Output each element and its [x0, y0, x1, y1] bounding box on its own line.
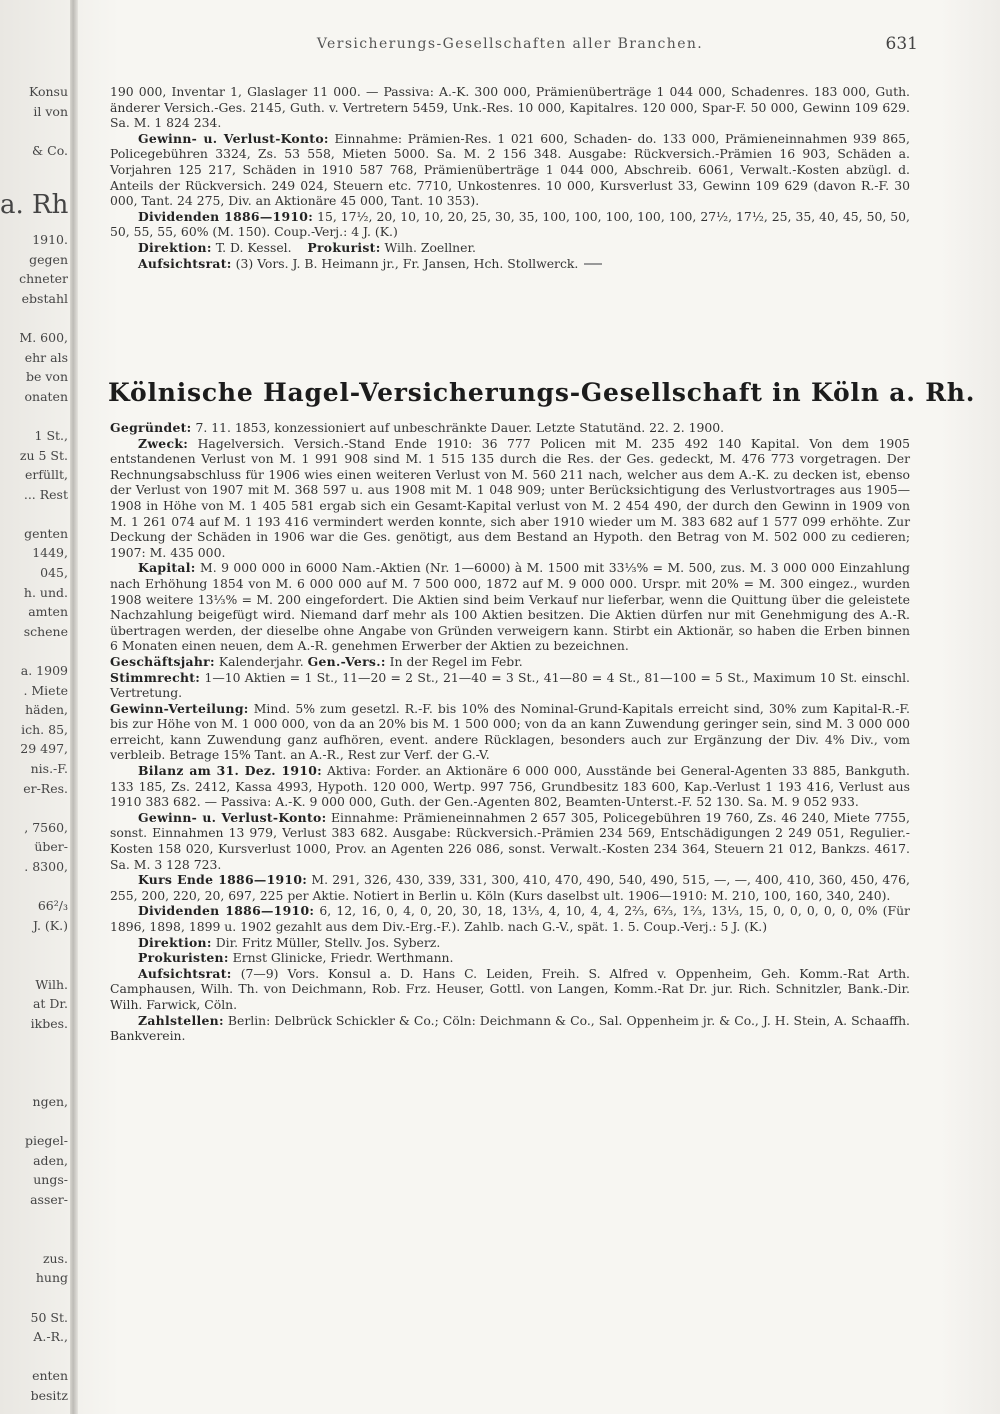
supervisory-text: (7—9) Vors. Konsul a. D. Hans C. Leiden, Freih. S. Alfred v. Oppenheim, Geh. Komm.-Rat Arth. Camphausen, Wilh. Th. von Deichmann, Rob. Frz. Heuser, Gottl. von Langen, Komm.-Rat Dr. jur. Rich. Schnitzler, Bank.-Dir. Wilh. Farwick, Cöln. — [110, 965, 910, 1012]
margin-fragment — [0, 1053, 68, 1073]
share-price-label: Kurs Ende 1886—1910: — [138, 872, 308, 888]
profit-loss-label: Gewinn- u. Verlust-Konto: — [138, 809, 327, 825]
margin-fragment: chneter — [19, 271, 68, 287]
dividends-paragraph — [110, 209, 910, 240]
margin-fragment: ich. 85, — [21, 721, 68, 737]
capital-paragraph — [110, 560, 910, 654]
book-gutter — [70, 0, 78, 1414]
margin-fragment: a. Rh — [0, 189, 68, 220]
dividends-label: Dividenden 1886—1910: — [138, 903, 315, 919]
share-price-text: M. 291, 326, 430, 339, 331, 300, 410, 470, 490, 540, 490, 515, —, —, 400, 410, 360, 450, 476, 255, 200, 220, 20, 697, 225 per Aktie. Notiert in Berlin u. Köln (Kurs daselbst ult. 1906—1910: M. 210, 100, 160, 340, 240). — [110, 872, 910, 903]
margin-fragment — [0, 1229, 68, 1249]
direction-paragraph — [110, 935, 910, 951]
margin-fragment: , 7560, — [24, 819, 68, 835]
margin-fragment: . 8300, — [24, 858, 68, 874]
profit-distribution-text: Mind. 5% zum gesetzl. R.-F. bis 10% des Nominal-Grund-Kapitals erreicht sind, 30% zum Kapital-R.-F. bis zur Höhe von M. 1 000 000, von da an 20% bis M. 1 500 000; von da an kann Zuwendung geringer sein, sind M. 3 000 000 erreicht, kann Zuwendung ganz aufhören, event. andere Rücklagen, besonders auch zur Ergänzung der Div. 4% Div., vom verbleib. Betrage 15% Tant. an A.-R., Rest zur Verf. der G.-V. — [110, 700, 910, 763]
margin-fragment: schene — [23, 623, 68, 639]
profit-loss-paragraph — [110, 810, 910, 872]
paying-agents-paragraph — [110, 1013, 910, 1044]
margin-fragment — [0, 308, 68, 328]
margin-fragment — [0, 1073, 68, 1093]
margin-fragment: A.-R., — [33, 1329, 68, 1345]
purpose-text: Hagelversich. Versich.-Stand Ende 1910: 36 777 Policen mit M. 235 492 140 Kapital. Von dem 1905 entstandenen Verlust von M. 1 991 908 sind M. 1 515 135 durch die Res. der Ges. gedeckt, M. 476 773 vorgetragen. Der Rechnungsabschluss für 1906 wies einen weiteren Verlust von M. 560 211 nach, welcher aus dem A.-K. zu decken ist, ebenso der Verlust von 1907 mit M. 368 597 u. aus 1908 mit M. 1 048 909; unter Berücksichtigung des Verlustvortrages aus 1905—1908 in Höhe von M. 1 405 581 ergab sich ein Gesamt-Kapital verlust von M. 2 454 490, der durch den Gewinn in 1909 von M. 1 261 074 auf M. 1 193 416 vermindert werden konnte, sich aber 1910 wieder um M. 383 682 auf 1 577 099 erhöhte. Zur Deckung der Schäden in 1906 war die Ges. genötigt, aus dem Bestand an Hypoth. den Betrag von M. 502 000 zu cedieren; 1907: M. 435 000. — [110, 435, 910, 560]
profit-loss-label: Gewinn- u. Verlust-Konto: — [138, 130, 329, 146]
end-mark — [584, 263, 602, 265]
profit-loss-text: Einnahme: Prämien-Res. 1 021 600, Schaden- do. 133 000, Prämieneinnahmen 939 865, Policegebühren 3324, Zs. 53 558, Mieten 5000. Sa. M. 2 156 348. Ausgabe: Rückversich.-Prämien 16 903, Schäden a. Vorjahren 125 217, Schäden in 1910 587 768, Prämienüberträge 1 044 000, Abschreib. 6061, Verwalt.-Kosten abzügl. d. Anteils der Rückversich. 249 024, Steuern etc. 7710, Unkostenres. 10 000, Kursverlust 33, Gewinn 109 629 (davon R.-F. 30 000, Tant. 24 275, Div. an Aktionäre 45 000, Tant. 10 353). — [110, 130, 910, 209]
supervisory-paragraph — [110, 966, 910, 1013]
voting-paragraph — [110, 670, 910, 701]
margin-fragment — [0, 504, 68, 524]
profit-loss-paragraph — [110, 131, 910, 209]
previous-page-margin — [0, 82, 68, 1406]
page-number: 631 — [885, 34, 918, 54]
balance-label: Bilanz am 31. Dez. 1910: — [138, 763, 323, 779]
margin-fragment: 1910. — [32, 231, 68, 247]
margin-fragment: 1 St., — [34, 427, 68, 443]
margin-fragment: enten — [32, 1368, 68, 1384]
profit-distribution-label: Gewinn-Verteilung: — [110, 700, 249, 716]
margin-fragment: hung — [35, 1270, 68, 1286]
fiscal-year-label: Geschäftsjahr: — [110, 653, 215, 669]
profit-distribution-paragraph — [110, 701, 910, 763]
margin-fragment: aden, — [33, 1152, 68, 1168]
margin-fragment: ... Rest — [23, 486, 68, 502]
margin-fragment: genten — [24, 525, 68, 541]
margin-fragment: h. und. — [23, 584, 68, 600]
margin-fragment: asser- — [30, 1192, 68, 1208]
fiscal-year-paragraph — [110, 654, 910, 670]
balance-continuation: 190 000, Inventar 1, Glaslager 11 000. — Passiva: A.-K. 300 000, Prämienüberträge 1 044 000, Schadenres. 183 000, Guth. änderer Versich.-Ges. 2145, Guth. v. Vertretern 5459, Unk.-Res. 10 000, Kapitalres. 120 000, Spar-F. 50 000, Gewinn 109 629. Sa. M. 1 824 234. — [110, 84, 910, 131]
voting-label: Stimmrecht: — [110, 669, 201, 685]
procurators-paragraph — [110, 950, 910, 966]
procurators-label: Prokuristen: — [138, 950, 229, 966]
margin-fragment — [0, 955, 68, 975]
margin-fragment — [0, 1288, 68, 1308]
entry-title: Kölnische Hagel-Versicherungs-Gesellschaft in Köln a. Rh. — [108, 378, 976, 407]
margin-fragment: 1449, — [32, 545, 68, 561]
margin-fragment — [0, 121, 68, 141]
dividends-text: 15, 17½, 20, 10, 10, 20, 25, 30, 35, 100, 100, 100, 100, 100, 27½, 17½, 25, 35, 40, 45, 50, 50, 50, 55, 55, 60% (M. 150). Coup.-Verj.: 4 J. (K.) — [110, 208, 910, 240]
general-meeting-text: In der Regel im Febr. — [389, 653, 523, 669]
margin-fragment: 66²/₃ — [37, 898, 68, 914]
previous-entry — [110, 84, 910, 271]
founded-label: Gegründet: — [110, 420, 192, 435]
fiscal-year-text: Kalenderjahr. — [218, 653, 304, 669]
margin-fragment: J. (K.) — [32, 917, 68, 933]
margin-fragment: nis.-F. — [30, 761, 68, 776]
dividends-label: Dividenden 1886—1910: — [138, 208, 314, 224]
margin-fragment: Konsu — [28, 84, 68, 99]
margin-fragment: a. 1909 — [20, 663, 68, 679]
founded-paragraph — [110, 420, 910, 436]
margin-fragment: ehr als — [24, 349, 68, 365]
margin-fragment: at Dr. — [32, 996, 68, 1012]
procurator-text: Wilh. Zoellner. — [384, 239, 476, 255]
margin-fragment: häden, — [25, 702, 68, 718]
supervisory-label: Aufsichtsrat: — [138, 255, 232, 271]
margin-fragment: 29 497, — [20, 741, 68, 757]
supervisory-label: Aufsichtsrat: — [138, 965, 232, 981]
margin-fragment — [0, 935, 68, 955]
management-paragraph — [110, 240, 910, 256]
margin-fragment: gegen — [29, 251, 68, 267]
margin-fragment — [0, 641, 68, 661]
margin-fragment — [0, 160, 68, 180]
profit-loss-text: Einnahme: Prämieneinnahmen 2 657 305, Policegebühren 19 760, Zs. 46 240, Miete 7755, sonst. Einnahmen 13 979, Verlust 383 682. Ausgabe: Rückversich.-Prämien 234 569, Entschädigungen 2 249 051, Regulier.-Kosten 158 020, Kursverlust 1000, Prov. an Agenten 226 086, sonst. Verwalt.-Kosten 234 364, Steuern 21 012, Bankzs. 4617. Sa. M. 3 128 723. — [110, 809, 910, 872]
margin-fragment — [0, 1112, 68, 1132]
margin-fragment: Wilh. — [35, 976, 68, 992]
procurator-label: Prokurist: — [307, 239, 381, 255]
margin-fragment: amten — [28, 604, 68, 620]
margin-fragment: piegel- — [24, 1133, 68, 1149]
capital-label: Kapital: — [138, 560, 196, 576]
margin-fragment: über- — [34, 839, 68, 855]
margin-fragment: . Miete — [23, 682, 68, 698]
share-price-paragraph — [110, 872, 910, 903]
voting-text: 1—10 Aktien = 1 St., 11—20 = 2 St., 21—40 = 3 St., 41—80 = 4 St., 81—100 = 5 St., Maximum 10 St. einschl. Vertretung. — [110, 669, 910, 701]
margin-fragment — [0, 406, 68, 426]
margin-fragment — [0, 877, 68, 897]
company-entry — [110, 420, 910, 1044]
balance-text: Aktiva: Forder. an Aktionäre 6 000 000, Ausstände bei General-Agenten 33 885, Bankguth. 133 185, Zs. 2412, Kassa 4993, Hypoth. 120 000, Wertp. 997 756, Grundbesitz 183 600, Kap.-Verlust 1 193 416, Verlust aus 1910 383 682. — Passiva: A.-K. 9 000 000, Guth. der Gen.-Agenten 802, Beamten-Unterst.-F. 52 130. Sa. M. 9 052 933. — [110, 763, 910, 810]
supervisory-paragraph — [110, 256, 910, 272]
general-meeting-label: Gen.-Vers.: — [307, 653, 386, 669]
balance-paragraph — [110, 763, 910, 810]
margin-fragment: M. 600, — [19, 329, 68, 345]
direction-label: Direktion: — [138, 934, 212, 950]
margin-fragment — [0, 1033, 68, 1053]
margin-fragment: ikbes. — [30, 1015, 68, 1031]
margin-fragment: erfüllt, — [24, 467, 68, 483]
page-header — [110, 34, 918, 60]
purpose-paragraph — [110, 436, 910, 561]
margin-fragment: zu 5 St. — [19, 447, 68, 463]
margin-fragment: ngen, — [32, 1094, 68, 1110]
capital-text: M. 9 000 000 in 6000 Nam.-Aktien (Nr. 1—6000) à M. 1500 mit 33⅓% = M. 500, zus. M. 3 000 000 Einzahlung nach Erhöhung 1854 von M. 6 000 000 auf M. 7 500 000, 1872 auf M. 9 000 000. Urspr. mit 20% = M. 300 eingez., wurden 1908 weitere 13⅓% = M. 200 eingefordert. Die Aktien sind beim Verkauf nur lieferbar, wenn die Quittung über die geleistete Nachzahlung beigefügt wird. Niemand darf mehr als 100 Aktien besitzen. Die Aktien dürfen nur mit Genehmigung des A.-R. übertragen werden, der dieselbe ohne Angabe von Gründen verweigern kann. Stirbt ein Aktionär, so haben die Erben binnen 6 Monaten einen neuen, dem A.-R. genehmen Erwerber der Aktien zu bezeichnen. — [110, 560, 910, 654]
margin-fragment — [0, 1210, 68, 1230]
margin-fragment: onaten — [24, 388, 68, 404]
margin-fragment: il von — [33, 103, 68, 119]
paying-agents-text: Berlin: Delbrück Schickler & Co.; Cöln: Deichmann & Co., Sal. Oppenheim jr. & Co., J. H. Stein, A. Schaaffh. Bankverein. — [110, 1012, 910, 1044]
dividends-paragraph — [110, 903, 910, 934]
direction-label: Direktion: — [138, 239, 212, 255]
purpose-label: Zweck: — [138, 435, 189, 451]
supervisory-text: (3) Vors. J. B. Heimann jr., Fr. Jansen, Hch. Stollwerck. — [235, 255, 579, 271]
margin-fragment: ebstahl — [21, 290, 68, 306]
founded-text: 7. 11. 1853, konzessioniert auf unbeschränkte Dauer. Letzte Statutänd. 22. 2. 1900. — [195, 420, 725, 435]
procurators-text: Ernst Glinicke, Friedr. Werthmann. — [232, 950, 454, 966]
margin-fragment: ungs- — [33, 1172, 68, 1188]
margin-fragment — [0, 798, 68, 818]
direction-text: T. D. Kessel. — [215, 239, 292, 255]
margin-fragment: be von — [25, 369, 68, 385]
direction-text: Dir. Fritz Müller, Stellv. Jos. Syberz. — [215, 934, 441, 950]
margin-fragment: & Co. — [32, 142, 68, 158]
margin-fragment: 50 St. — [30, 1309, 68, 1325]
margin-fragment: besitz — [30, 1388, 68, 1403]
margin-fragment — [0, 1347, 68, 1367]
margin-fragment: er-Res. — [23, 780, 68, 796]
margin-fragment: 045, — [40, 565, 68, 581]
running-head: Versicherungs-Gesellschaften aller Branchen. — [316, 36, 704, 52]
paying-agents-label: Zahlstellen: — [138, 1012, 224, 1028]
margin-fragment: zus. — [42, 1250, 68, 1266]
dividends-text: 6, 12, 16, 0, 4, 0, 20, 30, 18, 13⅓, 4, 10, 4, 4, 2⅔, 6⅔, 1⅔, 13⅓, 15, 0, 0, 0, 0, 0, 0% (Für 1896, 1898, 1899 u. 1902 gezahlt aus dem Div.-Erg.-F.). Zahlb. nach G.-V., spät. 1. 5. Coup.-Verj.: 5 J. (K.) — [110, 903, 910, 934]
